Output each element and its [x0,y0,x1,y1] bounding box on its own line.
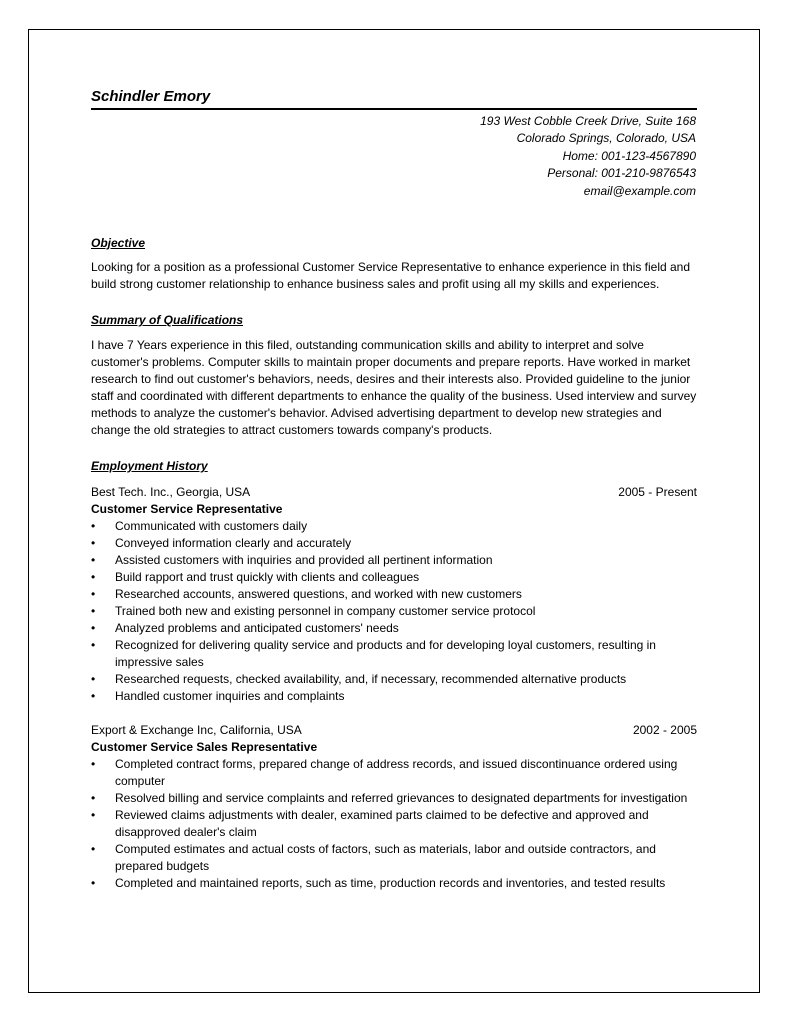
candidate-name: Schindler Emory [91,88,697,110]
duty-item [91,535,697,552]
objective-text: Looking for a position as a professional Customer Service Representative to enhance experience in this field and build strong customer relationship to enhance business sales and profit using all my skills and experiences. [91,260,691,292]
duty-item [91,807,697,841]
duty-item [91,688,697,705]
bullet: • [91,621,96,636]
job-company: Export & Exchange Inc, California, USA [91,723,302,738]
job-header [91,722,697,739]
duty-item [91,603,697,620]
bullet: • [91,808,96,823]
job-duties-list [91,518,697,705]
job-duties-list [91,756,697,892]
bullet: • [91,842,96,857]
job-dates: 2005 - Present [618,485,697,500]
duty-item [91,875,697,892]
summary-heading: Summary of Qualifications [91,313,244,328]
bullet: • [91,587,96,602]
duty-text: Build rapport and trust quickly with clients and colleagues [115,570,420,585]
job-header [91,484,697,501]
job-title: Customer Service Representative [91,502,283,517]
duty-text: Researched requests, checked availability, and, if necessary, recommended alternative products [115,672,627,687]
duty-item [91,518,697,535]
job-title: Customer Service Sales Representative [91,740,318,755]
summary-text: I have 7 Years experience in this filed, outstanding communication skills and ability to interpret and solve customer's problems. Computer skills to maintain proper documents and prepare reports. Have worked in market research to find out customer's behaviors, needs, desires and their interests also. Provided guideline to the junior staff and coordinated with different departments to enhance the quality of the business. Used interview and survey methods to analyze the customer's behavior. Advised advertising department to develop new strategies and change the old strategies to attract customers towards company's products. [91,338,697,438]
bullet: • [91,689,96,704]
duty-text: Computed estimates and actual costs of factors, such as materials, labor and outside contractors, and prepared budgets [115,842,656,874]
resume-document [91,88,697,892]
bullet: • [91,604,96,619]
duty-item [91,790,697,807]
duty-item [91,552,697,569]
job-dates: 2002 - 2005 [632,723,697,738]
job-company: Best Tech. Inc., Georgia, USA [91,485,251,500]
duty-item [91,841,697,875]
bullet: • [91,519,96,534]
duty-text: Completed and maintained reports, such as time, production records and inventories, and tested results [115,876,666,891]
duty-text: Completed contract forms, prepared change of address records, and issued discontinuance ordered using computer [115,757,678,789]
bullet: • [91,570,96,585]
duty-text: Trained both new and existing personnel in company customer service protocol [115,604,536,619]
duty-text: Recognized for delivering quality service and products and for developing loyal customers, resulting in impressive sales [115,638,656,670]
bullet: • [91,553,96,568]
personal-phone: Personal: 001-210-9876543 [547,166,696,181]
bullet: • [91,791,96,806]
address-line-1: 193 West Cobble Creek Drive, Suite 168 [480,114,696,128]
duty-text: Analyzed problems and anticipated customers' needs [115,621,399,636]
duty-text: Conveyed information clearly and accurately [115,536,352,551]
contact-block [91,113,697,200]
duty-item [91,586,697,603]
home-phone: Home: 001-123-4567890 [562,148,696,163]
duty-text: Researched accounts, answered questions, and worked with new customers [115,587,522,602]
bullet: • [91,536,96,551]
duty-item [91,756,697,790]
bullet: • [91,672,96,687]
job-entry [91,722,697,892]
duty-text: Reviewed claims adjustments with dealer, examined parts claimed to be defective and approved and disapproved dealer's claim [115,808,649,840]
bullet: • [91,876,96,891]
duty-text: Assisted customers with inquiries and provided all pertinent information [115,553,493,568]
address-line-2: Colorado Springs, Colorado, USA [516,131,696,146]
objective-heading: Objective [91,236,146,251]
email-address: email@example.com [583,183,696,198]
duty-text: Resolved billing and service complaints and referred grievances to designated departments for investigation [115,791,688,806]
duty-item [91,620,697,637]
duty-item [91,569,697,586]
duty-text: Handled customer inquiries and complaints [115,689,345,704]
duty-item [91,637,697,671]
employment-heading: Employment History [91,459,208,474]
duty-text: Communicated with customers daily [115,519,308,534]
job-entry [91,484,697,705]
duty-item [91,671,697,688]
bullet: • [91,638,96,653]
bullet: • [91,757,96,772]
